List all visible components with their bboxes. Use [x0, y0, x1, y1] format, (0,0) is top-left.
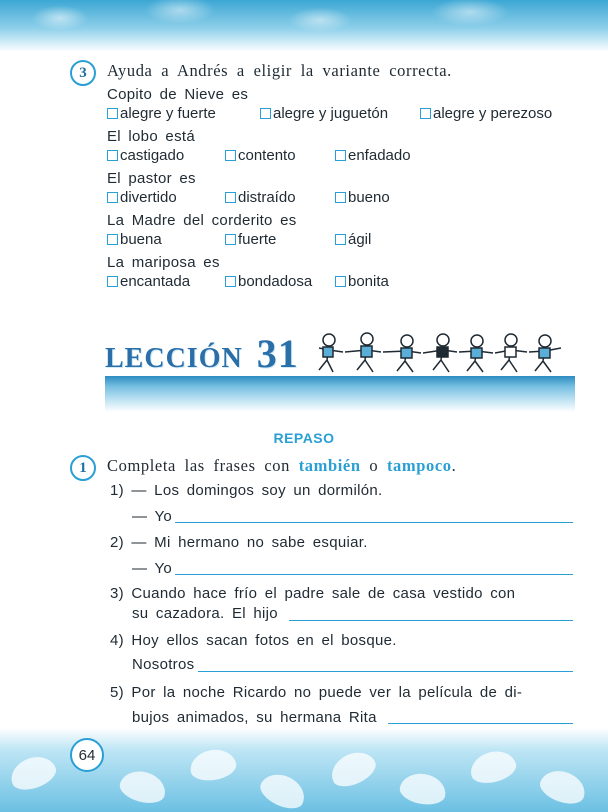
answer-4-lead: Nosotros	[132, 656, 195, 673]
answer-blank-5[interactable]	[388, 723, 573, 724]
leaf-decoration	[256, 768, 310, 812]
option-checkbox[interactable]: encantada	[107, 273, 190, 290]
checkbox-icon[interactable]	[107, 276, 118, 287]
checkbox-icon[interactable]	[225, 150, 236, 161]
item-5-prompt: La mariposa es	[107, 254, 220, 271]
exercise-1-instruction: Completa las frases con también o tampoco.	[107, 456, 457, 475]
answer-2-lead: — Yo	[132, 560, 173, 577]
option-checkbox[interactable]: contento	[225, 147, 296, 164]
option-checkbox[interactable]: distraído	[225, 189, 296, 206]
checkbox-icon[interactable]	[225, 234, 236, 245]
leaf-decoration	[326, 746, 380, 793]
option-checkbox[interactable]: castigado	[107, 147, 184, 164]
option-checkbox[interactable]: alegre y perezoso	[420, 105, 552, 122]
lesson-number: 31	[256, 331, 299, 376]
leaf-decoration	[117, 767, 169, 808]
option-checkbox[interactable]: divertido	[107, 189, 177, 206]
exercise-1-number: 1	[70, 455, 96, 481]
running-children-illustration	[315, 330, 570, 376]
sentence-2: 2) — Mi hermano no sabe esquiar.	[110, 534, 368, 551]
answer-blank-3[interactable]	[289, 620, 573, 621]
lesson-heading	[105, 330, 299, 377]
exercise-3-instruction: Ayuda a Andrés a eligir la variante correcta.	[107, 61, 452, 80]
sentence-3: 3) Cuando hace frío el padre sale de casa vestido con	[110, 585, 516, 602]
checkbox-icon[interactable]	[225, 276, 236, 287]
section-title: REPASO	[273, 430, 335, 446]
option-checkbox[interactable]: fuerte	[225, 231, 276, 248]
item-1-prompt: Copito de Nieve es	[107, 86, 249, 103]
item-3-prompt: El pastor es	[107, 170, 196, 187]
highlight-tambien: también	[298, 456, 361, 475]
water-decoration	[105, 376, 575, 412]
top-decoration	[0, 0, 608, 52]
answer-blank-4[interactable]	[198, 671, 573, 672]
leaf-decoration	[6, 751, 59, 795]
checkbox-icon[interactable]	[107, 192, 118, 203]
answer-blank-1[interactable]	[175, 522, 573, 523]
sentence-5: 5) Por la noche Ricardo no puede ver la película de di-	[110, 684, 523, 701]
lesson-word: LECCIÓN	[105, 343, 243, 374]
sentence-1: 1) — Los domingos soy un dormilón.	[110, 482, 383, 499]
checkbox-icon[interactable]	[335, 276, 346, 287]
checkbox-icon[interactable]	[335, 150, 346, 161]
option-checkbox[interactable]: alegre y fuerte	[107, 105, 216, 122]
item-2-prompt: El lobo está	[107, 128, 195, 145]
leaf-decoration	[536, 765, 589, 809]
checkbox-icon[interactable]	[260, 108, 271, 119]
option-checkbox[interactable]: bueno	[335, 189, 390, 206]
lesson-banner	[105, 330, 575, 414]
page-number: 64	[70, 738, 104, 772]
leaf-decoration	[188, 746, 239, 784]
checkbox-icon[interactable]	[335, 192, 346, 203]
checkbox-icon[interactable]	[107, 108, 118, 119]
child-figure	[423, 334, 457, 372]
child-figure	[345, 333, 381, 372]
item-4-prompt: La Madre del corderito es	[107, 212, 297, 229]
option-checkbox[interactable]: alegre y juguetón	[260, 105, 388, 122]
child-figure	[495, 334, 527, 372]
answer-blank-2[interactable]	[175, 574, 573, 575]
child-figure	[529, 335, 561, 372]
checkbox-icon[interactable]	[420, 108, 431, 119]
sentence-4: 4) Hoy ellos sacan fotos en el bosque.	[110, 632, 397, 649]
answer-1-lead: — Yo	[132, 508, 173, 525]
child-figure	[459, 335, 493, 372]
checkbox-icon[interactable]	[107, 150, 118, 161]
answer-5-lead: bujos animados, su hermana Rita	[132, 709, 377, 726]
child-figure	[383, 335, 421, 372]
leaf-decoration	[398, 770, 449, 808]
answer-3-lead: su cazadora. El hijo	[132, 605, 278, 622]
leaf-decoration	[467, 747, 519, 788]
exercise-3-number: 3	[70, 60, 96, 86]
option-checkbox[interactable]: bonita	[335, 273, 389, 290]
checkbox-icon[interactable]	[225, 192, 236, 203]
checkbox-icon[interactable]	[107, 234, 118, 245]
checkbox-icon[interactable]	[335, 234, 346, 245]
highlight-tampoco: tampoco	[386, 456, 452, 475]
option-checkbox[interactable]: enfadado	[335, 147, 411, 164]
option-checkbox[interactable]: ágil	[335, 231, 371, 248]
option-checkbox[interactable]: buena	[107, 231, 162, 248]
option-checkbox[interactable]: bondadosa	[225, 273, 312, 290]
child-figure	[319, 334, 343, 372]
